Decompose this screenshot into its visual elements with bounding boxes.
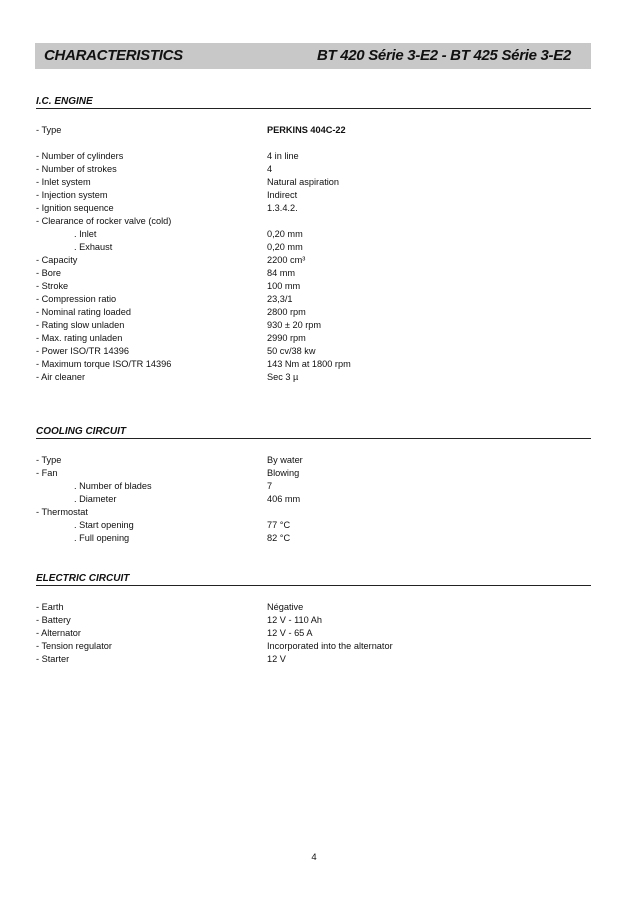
- row-value: Natural aspiration: [267, 177, 340, 187]
- row-value: 12 V - 65 A: [267, 628, 313, 638]
- row-label: - Type: [36, 125, 62, 135]
- row-value: 84 mm: [267, 268, 296, 278]
- row-label: - Compression ratio: [36, 294, 117, 304]
- row-label: - Bore: [36, 268, 62, 278]
- row-label: - Earth: [36, 602, 64, 612]
- row-label: - Thermostat: [36, 507, 88, 517]
- table-row: [36, 332, 596, 345]
- table-row: [36, 454, 596, 467]
- table-row: [36, 319, 596, 332]
- row-value: Indirect: [267, 190, 298, 200]
- row-value: 4: [267, 164, 273, 174]
- row-label: - Injection system: [36, 190, 108, 200]
- table-row: [36, 640, 596, 653]
- section-title-cooling: COOLING CIRCUIT: [36, 426, 591, 439]
- row-label: . Exhaust: [74, 242, 113, 252]
- table-row: [36, 241, 596, 254]
- row-label: - Max. rating unladen: [36, 333, 123, 343]
- row-value: 406 mm: [267, 494, 301, 504]
- row-value: Sec 3 µ: [267, 372, 299, 382]
- row-value: 1.3.4.2.: [267, 203, 298, 213]
- header-title: CHARACTERISTICS: [44, 47, 183, 64]
- table-row: [36, 601, 596, 614]
- row-value: Négative: [267, 602, 304, 612]
- row-label: - Ignition sequence: [36, 203, 114, 213]
- row-value: 23,3/1: [267, 294, 293, 304]
- row-value: 100 mm: [267, 281, 301, 291]
- table-row: [36, 293, 596, 306]
- table-row: [36, 627, 596, 640]
- table-row: [36, 653, 596, 666]
- table-row: [36, 506, 596, 519]
- table-row: [36, 532, 596, 545]
- row-label: - Rating slow unladen: [36, 320, 125, 330]
- row-value: 930 ± 20 rpm: [267, 320, 322, 330]
- row-label: - Number of cylinders: [36, 151, 124, 161]
- row-value: 4 in line: [267, 151, 299, 161]
- table-row: [36, 345, 596, 358]
- row-label: - Alternator: [36, 628, 81, 638]
- section-title-electric: ELECTRIC CIRCUIT: [36, 573, 591, 586]
- table-row: [36, 480, 596, 493]
- row-value: Incorporated into the alternator: [267, 641, 393, 651]
- row-value: 7: [267, 481, 273, 491]
- table-row: [36, 228, 596, 241]
- row-label: - Number of strokes: [36, 164, 117, 174]
- row-label: - Type: [36, 455, 62, 465]
- table-row: [36, 614, 596, 627]
- table-row: [36, 215, 596, 228]
- row-value: 2990 rpm: [267, 333, 306, 343]
- table-row: [36, 306, 596, 319]
- table-row: [36, 189, 596, 202]
- row-value: 12 V - 110 Ah: [267, 615, 322, 625]
- table-row: [36, 267, 596, 280]
- table-row: [36, 176, 596, 189]
- row-label: - Fan: [36, 468, 58, 478]
- table-row: [36, 519, 596, 532]
- row-label: - Power ISO/TR 14396: [36, 346, 129, 356]
- page-number: 4: [311, 852, 317, 863]
- row-value: 82 °C: [267, 533, 291, 543]
- row-label: - Air cleaner: [36, 372, 86, 382]
- row-value: 0,20 mm: [267, 242, 303, 252]
- row-label: - Stroke: [36, 281, 69, 291]
- row-label: . Start opening: [74, 520, 134, 530]
- table-row: [36, 150, 596, 163]
- table-row: [36, 124, 596, 137]
- row-value: 2800 rpm: [267, 307, 306, 317]
- table-row: [36, 202, 596, 215]
- row-label: - Nominal rating loaded: [36, 307, 131, 317]
- row-value: 2200 cm³: [267, 255, 306, 265]
- row-label: - Starter: [36, 654, 70, 664]
- table-row: [36, 371, 596, 384]
- row-label: - Clearance of rocker valve (cold): [36, 216, 172, 226]
- row-value: By water: [267, 455, 303, 465]
- table-row: [36, 358, 596, 371]
- row-label: . Inlet: [74, 229, 97, 239]
- row-label: - Inlet system: [36, 177, 91, 187]
- table-row: [36, 163, 596, 176]
- row-label: - Tension regulator: [36, 641, 112, 651]
- row-label: - Capacity: [36, 255, 78, 265]
- row-value: 50 cv/38 kw: [267, 346, 316, 356]
- row-value: 0,20 mm: [267, 229, 303, 239]
- row-value: PERKINS 404C-22: [267, 125, 346, 135]
- row-label: . Full opening: [74, 533, 130, 543]
- table-row: [36, 467, 596, 480]
- table-row: [36, 254, 596, 267]
- row-label: . Diameter: [74, 494, 117, 504]
- row-label: - Maximum torque ISO/TR 14396: [36, 359, 172, 369]
- section-title-engine: I.C. ENGINE: [36, 96, 591, 109]
- row-value: 143 Nm at 1800 rpm: [267, 359, 351, 369]
- row-value: 77 °C: [267, 520, 291, 530]
- header-model: BT 420 Série 3-E2 - BT 425 Série 3-E2: [316, 47, 571, 64]
- row-label: - Battery: [36, 615, 71, 625]
- header-banner: [35, 43, 591, 69]
- row-value: 12 V: [267, 654, 286, 664]
- row-label: . Number of blades: [74, 481, 152, 491]
- table-row: [36, 493, 596, 506]
- row-value: Blowing: [267, 468, 300, 478]
- table-row: [36, 280, 596, 293]
